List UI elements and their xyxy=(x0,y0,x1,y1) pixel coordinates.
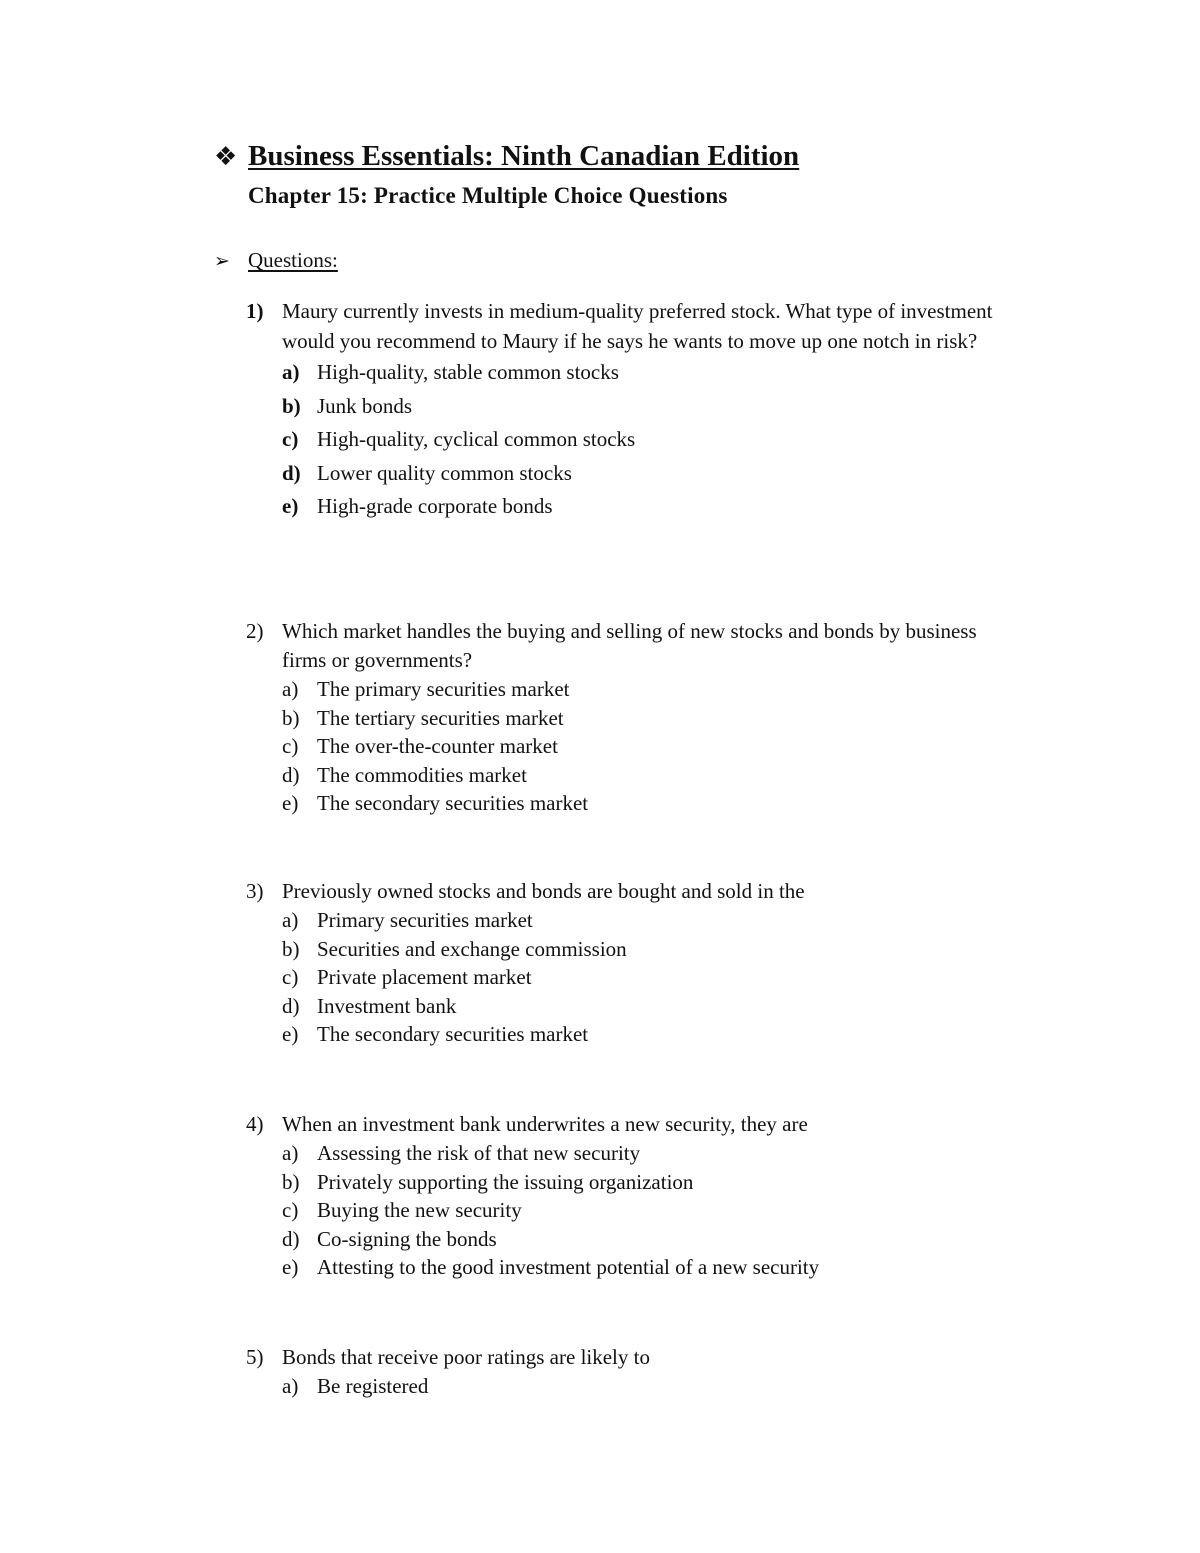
question-number: 3) xyxy=(246,879,264,903)
question-number: 2) xyxy=(246,619,264,643)
option-letter: b) xyxy=(282,393,301,418)
option-text: The commodities market xyxy=(317,762,527,787)
option-list xyxy=(246,1372,1016,1401)
option-item xyxy=(282,761,1016,790)
question-1 xyxy=(246,297,1016,524)
option-letter: a) xyxy=(282,908,299,932)
question-number: 4) xyxy=(246,1112,264,1136)
option-list xyxy=(246,356,1016,524)
option-item xyxy=(282,789,1016,818)
question-number: 5) xyxy=(246,1345,264,1369)
option-text: High-grade corporate bonds xyxy=(317,494,553,519)
option-letter: a) xyxy=(282,1374,299,1398)
option-item xyxy=(282,457,1016,491)
option-text: The primary securities market xyxy=(317,677,570,701)
option-text: Securities and exchange commission xyxy=(317,936,627,961)
option-text: The over-the-counter market xyxy=(317,734,558,759)
option-letter: d) xyxy=(282,993,300,1018)
option-text: Junk bonds xyxy=(317,393,413,418)
option-letter: d) xyxy=(282,460,301,485)
option-item xyxy=(282,1139,1016,1168)
question-4 xyxy=(246,1110,1016,1282)
option-item xyxy=(282,935,1016,964)
section-label: Questions: xyxy=(248,248,338,272)
option-item xyxy=(282,1020,1016,1049)
option-text: The secondary securities market xyxy=(317,791,589,816)
question-2 xyxy=(246,617,1016,818)
option-letter: d) xyxy=(282,762,300,787)
option-text: High-quality, cyclical common stocks xyxy=(317,427,636,452)
option-item xyxy=(282,906,1016,935)
option-text: Buying the new security xyxy=(317,1198,522,1223)
option-text: Be registered xyxy=(317,1374,429,1398)
section-heading xyxy=(214,248,338,273)
option-list xyxy=(246,675,1016,818)
option-item xyxy=(282,390,1016,424)
document-title: Business Essentials: Ninth Canadian Edition xyxy=(248,140,800,172)
option-item xyxy=(282,356,1016,390)
option-item xyxy=(282,1196,1016,1225)
option-item xyxy=(282,704,1016,733)
option-item xyxy=(282,1253,1016,1282)
option-letter: b) xyxy=(282,936,300,961)
option-list xyxy=(246,1139,1016,1282)
option-item xyxy=(282,732,1016,761)
question-stem xyxy=(246,877,1016,906)
question-number: 1) xyxy=(246,299,264,323)
option-text: High-quality, stable common stocks xyxy=(317,360,619,384)
option-text: Investment bank xyxy=(317,993,457,1018)
option-letter: e) xyxy=(282,1255,299,1280)
diamond-bullet-icon: ❖ xyxy=(214,142,238,172)
option-letter: c) xyxy=(282,965,299,990)
option-list xyxy=(246,906,1016,1049)
option-letter: a) xyxy=(282,1141,299,1165)
question-3 xyxy=(246,877,1016,1049)
question-text: Previously owned stocks and bonds are bought and sold in the xyxy=(282,879,805,903)
option-letter: a) xyxy=(282,360,300,384)
option-item xyxy=(282,1225,1016,1254)
option-text: Privately supporting the issuing organization xyxy=(317,1169,694,1194)
document-subtitle: Chapter 15: Practice Multiple Choice Questions xyxy=(248,183,728,208)
option-letter: c) xyxy=(282,734,299,759)
option-item xyxy=(282,1168,1016,1197)
option-letter: c) xyxy=(282,1198,299,1223)
question-text: Maury currently invests in medium-quality preferred stock. What type of investment would you recommend to Maury if he says he wants to move up one notch in risk? xyxy=(282,299,993,353)
option-text: Primary securities market xyxy=(317,908,533,932)
arrow-bullet-icon: ➢ xyxy=(214,250,230,272)
question-stem xyxy=(246,297,1016,356)
option-item xyxy=(282,423,1016,457)
question-text: When an investment bank underwrites a new security, they are xyxy=(282,1112,808,1136)
question-text: Bonds that receive poor ratings are likely to xyxy=(282,1345,650,1369)
option-letter: b) xyxy=(282,1169,300,1194)
title-row xyxy=(214,140,799,173)
option-item xyxy=(282,490,1016,524)
option-letter: e) xyxy=(282,1022,299,1047)
option-letter: e) xyxy=(282,791,299,816)
option-text: The tertiary securities market xyxy=(317,705,564,730)
question-stem xyxy=(246,617,1016,675)
option-text: Private placement market xyxy=(317,965,532,990)
question-5 xyxy=(246,1343,1016,1401)
option-letter: b) xyxy=(282,705,300,730)
option-text: Attesting to the good investment potential of a new security xyxy=(317,1255,820,1280)
option-letter: d) xyxy=(282,1226,300,1251)
option-letter: c) xyxy=(282,427,299,452)
question-text: Which market handles the buying and selling of new stocks and bonds by business firms or governments? xyxy=(282,619,977,672)
option-item xyxy=(282,963,1016,992)
option-item xyxy=(282,675,1016,704)
question-stem xyxy=(246,1110,1016,1139)
option-text: Assessing the risk of that new security xyxy=(317,1141,641,1165)
question-stem xyxy=(246,1343,1016,1372)
option-text: Lower quality common stocks xyxy=(317,460,572,485)
option-letter: e) xyxy=(282,494,299,519)
option-text: The secondary securities market xyxy=(317,1022,589,1047)
option-item xyxy=(282,992,1016,1021)
option-letter: a) xyxy=(282,677,299,701)
option-text: Co-signing the bonds xyxy=(317,1226,497,1251)
option-item xyxy=(282,1372,1016,1401)
